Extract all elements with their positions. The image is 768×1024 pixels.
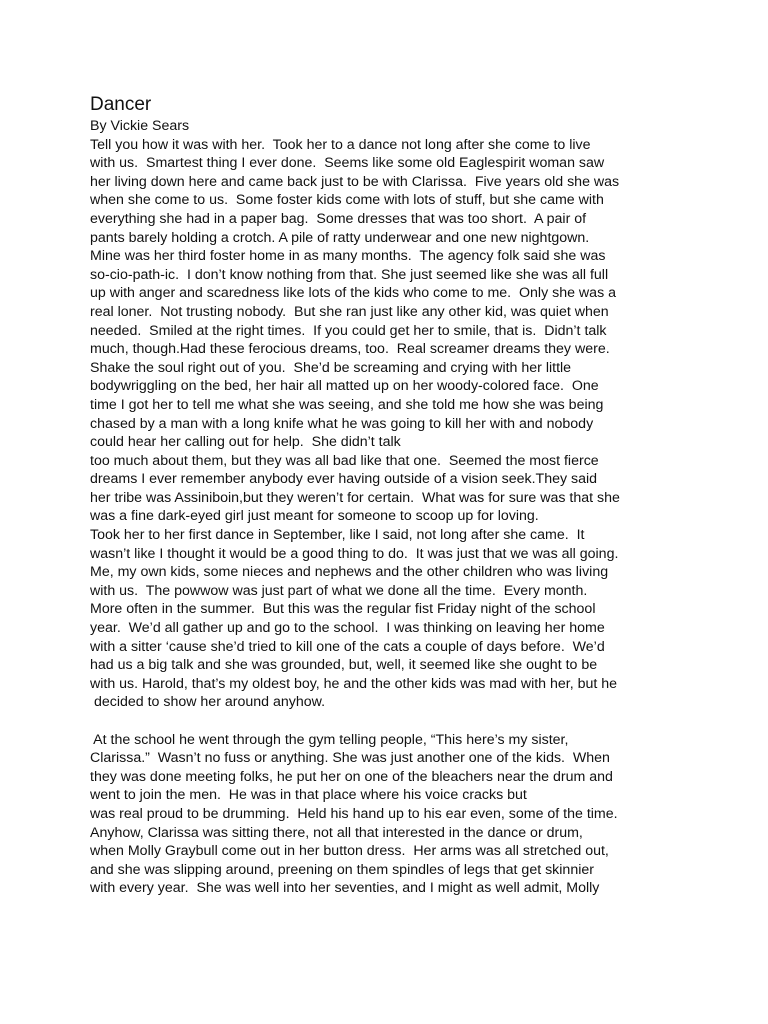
text-line: real loner. Not trusting nobody. But she ran just like any other kid, was quiet when — [90, 303, 609, 320]
document-byline: By Vickie Sears — [90, 118, 190, 134]
text-line: so-cio-path-ic. I don’t know nothing from that. She just seemed like she was all full — [90, 266, 609, 283]
text-line: At the school he went through the gym telling people, “This here’s my sister, — [90, 731, 569, 748]
text-line: with us. Harold, that’s my oldest boy, he and the other kids was mad with her, but he — [90, 675, 618, 692]
text-line: when she come to us. Some foster kids come with lots of stuff, but she came with — [90, 192, 604, 209]
text-line: with us. The powwow was just part of what we done all the time. Every month. — [90, 582, 588, 599]
text-line: Shake the soul right out of you. She’d be screaming and crying with her little — [90, 359, 572, 376]
text-line: needed. Smiled at the right times. If you could get her to smile, that is. Didn’t talk — [90, 322, 607, 339]
text-line: time I got her to tell me what she was seeing, and she told me how she was being — [90, 396, 604, 413]
text-line: they was done meeting folks, he put her on one of the bleachers near the drum and — [90, 768, 613, 785]
document-title: Dancer — [90, 94, 152, 115]
text-line: could hear her calling out for help. She didn’t talk — [90, 434, 401, 451]
text-line: went to join the men. He was in that place where his voice cracks but — [90, 787, 527, 804]
text-line — [90, 712, 690, 731]
text-line: More often in the summer. But this was the regular fist Friday night of the school — [90, 601, 596, 618]
text-line: with every year. She was well into her seventies, and I might as well admit, Molly — [90, 880, 600, 897]
text-line: Took her to her first dance in September, like I said, not long after she came. It — [90, 527, 585, 544]
text-line: dreams I ever remember anybody ever having outside of a vision seek.They said — [90, 471, 598, 488]
text-line: and she was slipping around, preening on them spindles of legs that get skinnier — [90, 861, 594, 878]
text-line: Tell you how it was with her. Took her to a dance not long after she come to live — [90, 136, 591, 153]
document-page — [90, 94, 690, 898]
text-line: wasn’t like I thought it would be a good thing to do. It was just that we was all going. — [90, 545, 619, 562]
text-line: pants barely holding a crotch. A pile of ratty underwear and one new nightgown. — [90, 229, 590, 246]
text-line: Mine was her third foster home in as many months. The agency folk said she was — [90, 248, 606, 265]
text-line: everything she had in a paper bag. Some dresses that was too short. A pair of — [90, 210, 587, 227]
text-line: was a fine dark-eyed girl just meant for someone to scoop up for loving. — [90, 508, 539, 525]
text-line: up with anger and scaredness like lots of the kids who come to me. Only she was a — [90, 285, 616, 302]
text-line: year. We’d all gather up and go to the school. I was thinking on leaving her home — [90, 620, 605, 637]
text-line: was real proud to be drumming. Held his hand up to his ear even, some of the time. — [90, 805, 618, 822]
text-line: Anyhow, Clarissa was sitting there, not all that interested in the dance or drum, — [90, 824, 583, 841]
text-line: with us. Smartest thing I ever done. Seems like some old Eaglespirit woman saw — [90, 155, 605, 172]
text-line: too much about them, but they was all bad like that one. Seemed the most fierce — [90, 452, 599, 469]
text-line: had us a big talk and she was grounded, but, well, it seemed like she ought to be — [90, 657, 598, 674]
text-line: Me, my own kids, some nieces and nephews and the other children who was living — [90, 564, 609, 581]
text-line: decided to show her around anyhow. — [90, 694, 326, 711]
text-line: much, though.Had these ferocious dreams, too. Real screamer dreams they were. — [90, 341, 610, 358]
text-line: her living down here and came back just to be with Clarissa. Five years old she was — [90, 173, 620, 190]
document-body — [90, 117, 690, 898]
text-line: chased by a man with a long knife what he was going to kill her with and nobody — [90, 415, 594, 432]
text-line: bodywriggling on the bed, her hair all matted up on her woody-colored face. One — [90, 378, 599, 395]
text-line: with a sitter ‘cause she’d tried to kill one of the cats a couple of days before. We’d — [90, 638, 605, 655]
text-line: her tribe was Assiniboin,but they weren’t for certain. What was for sure was that she — [90, 489, 620, 506]
text-line: when Molly Graybull come out in her button dress. Her arms was all stretched out, — [90, 843, 609, 860]
text-line: Clarissa.” Wasn’t no fuss or anything. She was just another one of the kids. When — [90, 750, 610, 767]
